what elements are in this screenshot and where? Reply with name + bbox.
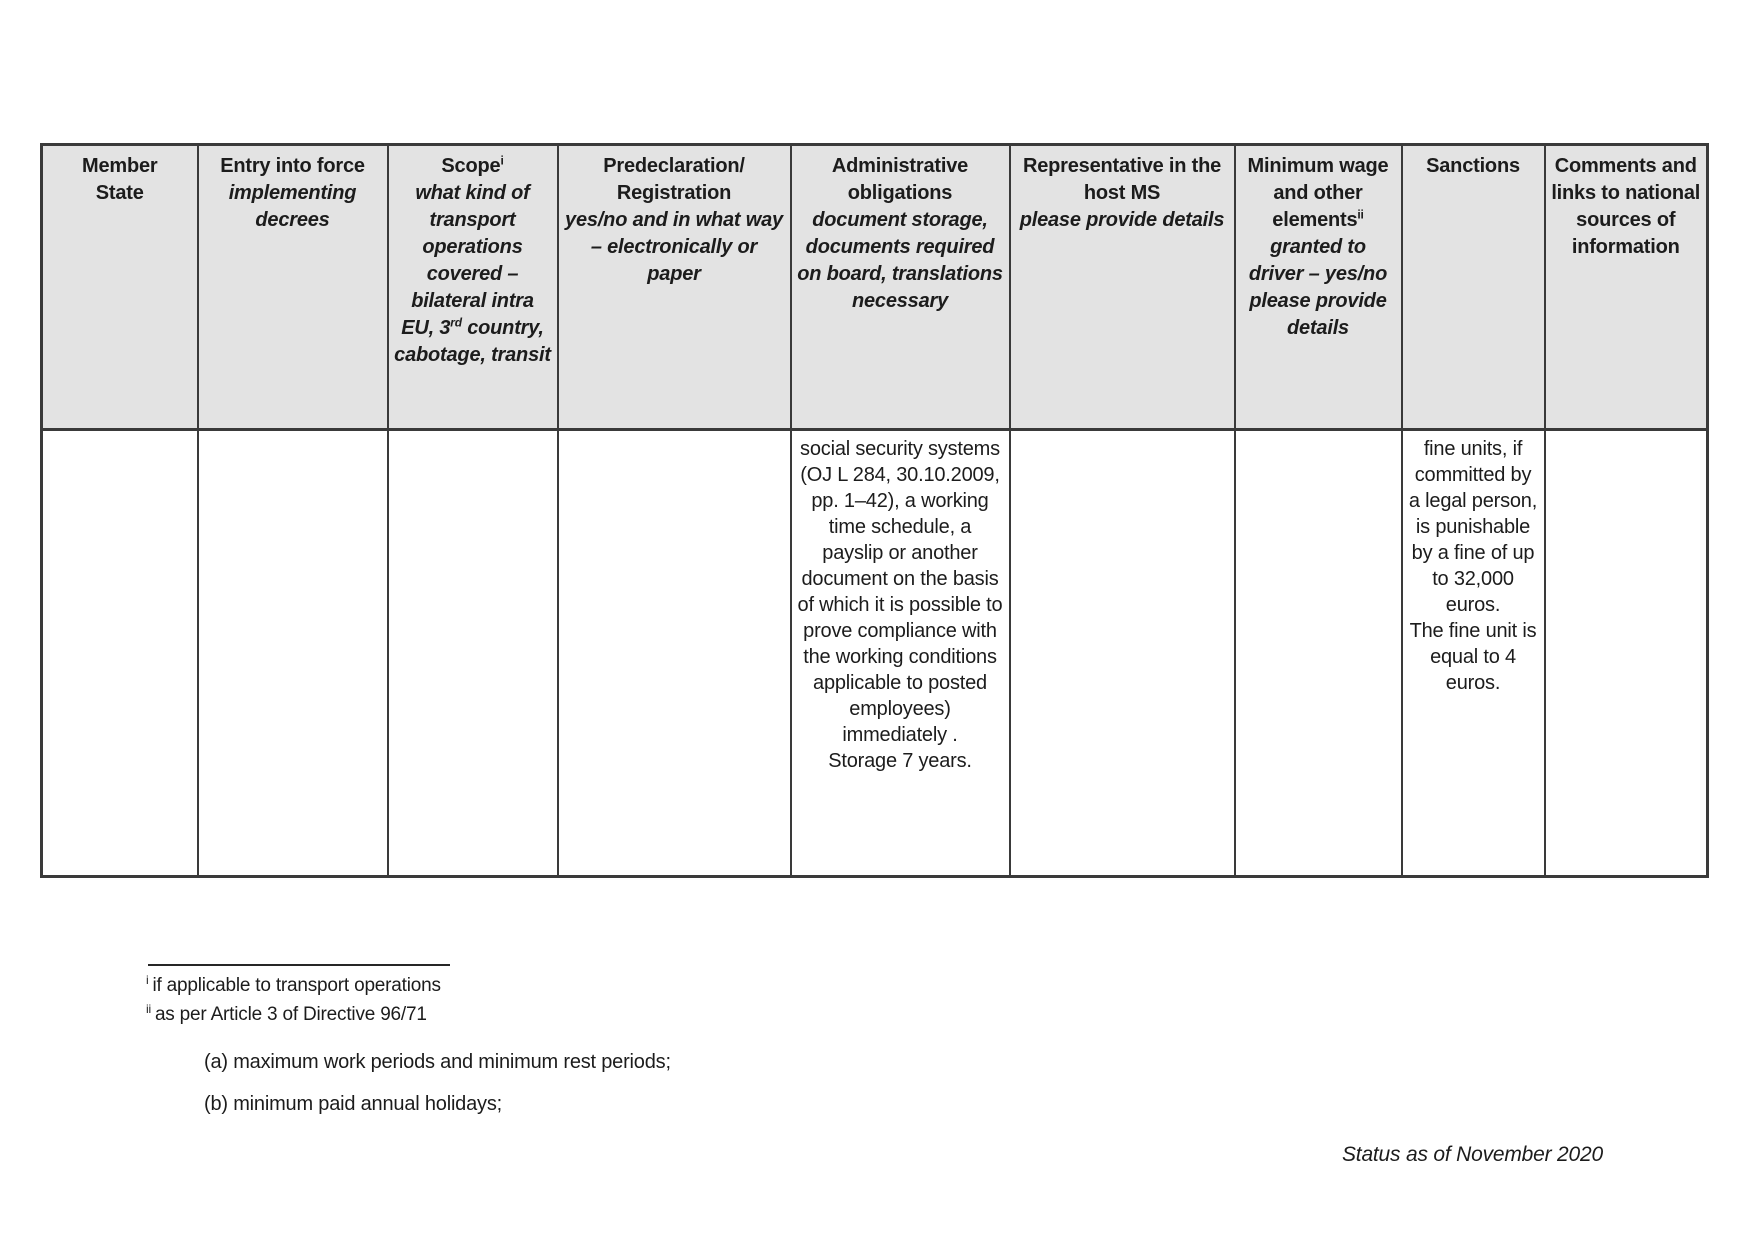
column-subtitle: granted to driver – yes/no please provide details [1248,236,1388,339]
column-title: Sanctions [1426,155,1520,177]
cell-paragraph: Storage 7 years. [828,750,972,772]
header-cell-predeclaration-registration [558,145,791,430]
footnote-i [146,974,441,998]
column-title: Predeclaration/ Registration [603,155,745,204]
column-title: Comments and links to national sources of information [1551,155,1701,258]
column-title: Scope$^i$ [441,153,504,177]
header-cell-sanctions [1402,145,1545,430]
footnote-ii [146,1003,427,1027]
body-cell-member-state [42,430,198,877]
column-subtitle: yes/no and in what way – electronically or paper [565,209,783,285]
footnote-i-text: if applicable to transport operations [152,975,441,996]
column-title: Member State [82,155,158,204]
column-title: Entry into force [220,155,365,177]
header-cell-representative-host-ms [1010,145,1235,430]
posting-rules-table [40,143,1709,878]
footnote-item-a: (a) maximum work periods and minimum rest periods; [204,1051,671,1073]
body-cell-sanctions [1402,430,1545,877]
body-cell-entry-into-force [198,430,388,877]
header-cell-entry-into-force [198,145,388,430]
footnote-ii-marker: ii [146,1001,151,1016]
footnote-ii-text: as per Article 3 of Directive 96/71 [154,1004,427,1025]
body-cell-scope [388,430,558,877]
body-cell-administrative-obligations [791,430,1010,877]
column-subtitle: document storage, documents required on board, translations necessary [797,209,1003,312]
header-cell-comments [1545,145,1708,430]
superscript-marker: ii [1357,207,1364,222]
header-cell-minimum-wage [1235,145,1402,430]
column-subtitle: implementing decrees [228,182,357,231]
superscript-marker: i [500,153,504,168]
footnote-i-marker: i [146,972,149,987]
table-row [42,430,1708,877]
body-cell-comments [1545,430,1708,877]
column-title: Administrative obligations [831,155,969,204]
body-cell-minimum-wage [1235,430,1402,877]
body-cell-predeclaration-registration [558,430,791,877]
header-cell-administrative-obligations [791,145,1010,430]
footnote-item-b: (b) minimum paid annual holidays; [204,1093,502,1115]
status-note: Status as of November 2020 [1342,1143,1603,1166]
cell-paragraph: The fine unit is equal to 4 euros. [1409,620,1537,694]
cell-paragraph: fine units, if committed by a legal person, is punishable by a fine of up to 32,000 euros. [1408,438,1538,616]
table-header-row [42,145,1708,430]
cell-paragraph: social security systems (OJ L 284, 30.10.2009, pp. 1–42), a working time schedule, a payslip or another document on the basis of which it is possible to prove compliance with the working conditions applicable to posted employees) immediately . [797,438,1003,746]
table-header [42,145,1708,430]
body-cell-representative-host-ms [1010,430,1235,877]
header-cell-member-state [42,145,198,430]
column-title: Minimum wage and other elements$^{ii}$ [1247,155,1389,231]
column-subtitle: what kind of transport operations covered – bilateral intra EU, 3rd country, cabotage, transit [394,182,551,366]
superscript-marker: rd [450,315,462,330]
footnote-separator [148,964,450,966]
column-title: Representative in the host MS [1022,155,1222,204]
table-body [42,430,1708,877]
column-subtitle: please provide details [1019,209,1225,231]
header-cell-scope [388,145,558,430]
